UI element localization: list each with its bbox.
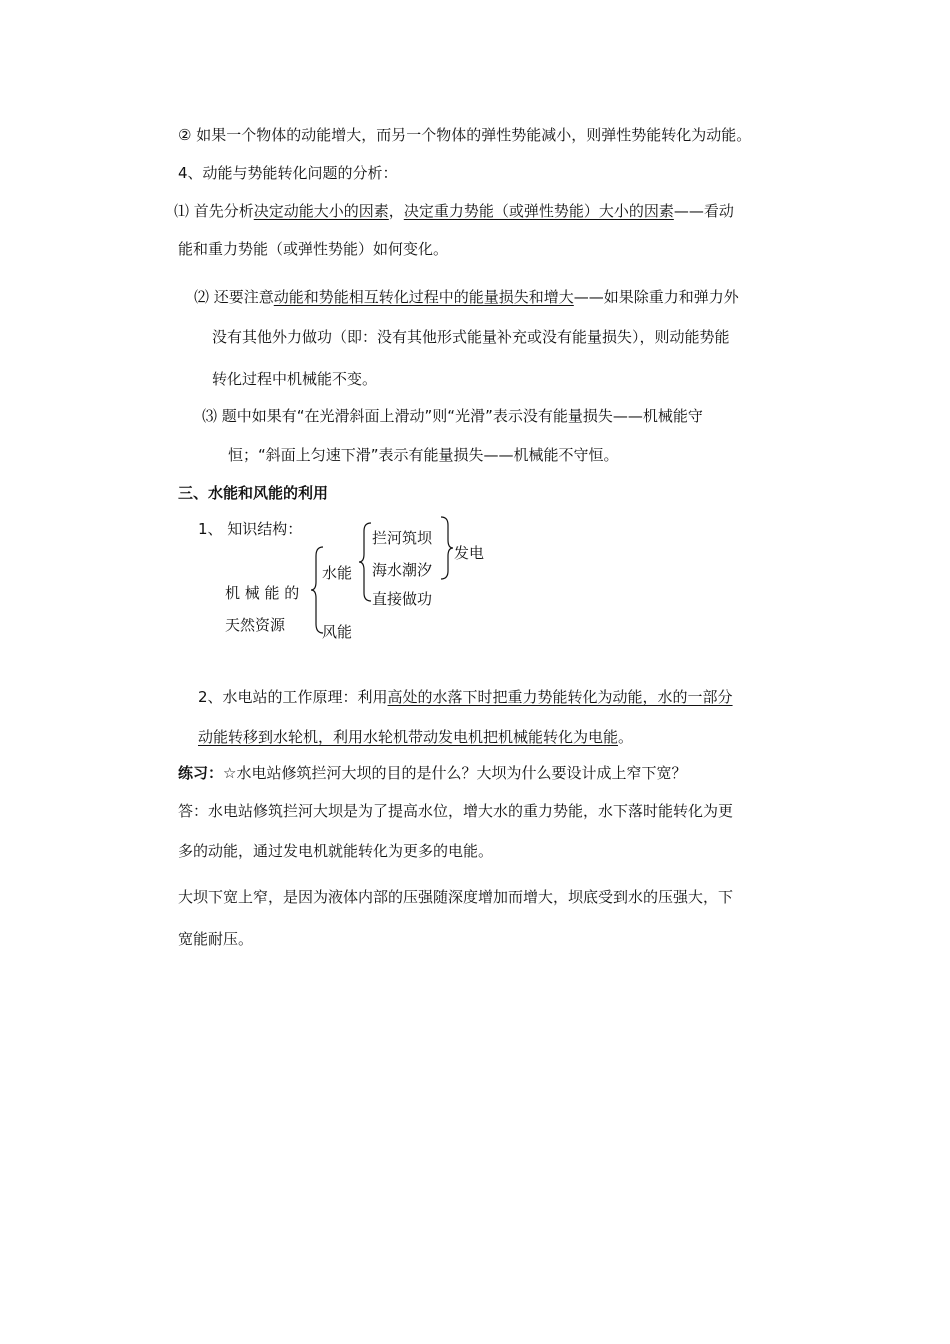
diagram-root-line1: 机 械 能 的	[225, 584, 300, 602]
answer-line2: 多的动能，通过发电机就能转化为更多的电能。	[178, 842, 494, 860]
diagram-tide: 海水潮汐	[372, 561, 433, 579]
brace-water	[358, 522, 372, 602]
heading-analysis: 4、动能与势能转化问题的分析：	[178, 164, 398, 182]
hydropower-end: 。	[618, 728, 634, 746]
hydropower-underline: 高处的水落下时把重力势能转化为动能，水的一部分	[387, 688, 733, 706]
paragraph-step-2-line3: 转化过程中机械能不变。	[212, 370, 378, 388]
answer-line1: 答：水电站修筑拦河大坝是为了提高水位，增大水的重力势能，水下落时能转化为更	[178, 802, 734, 820]
diagram-water-energy: 水能	[322, 564, 353, 582]
exercise-question-text: ☆水电站修筑拦河大坝的目的是什么？大坝为什么要设计成上窄下宽？	[223, 764, 687, 782]
diagram-direct-work: 直接做功	[372, 590, 433, 608]
diagram-dam: 拦河筑坝	[372, 529, 433, 547]
exercise-question	[178, 762, 686, 784]
step-1-underline-potential: 决定重力势能（或弹性势能）大小的因素	[403, 202, 674, 220]
diagram-wind-energy: 风能	[322, 623, 353, 641]
step-1-suffix: ——看动	[673, 202, 734, 220]
paragraph-step-1-line2: 能和重力势能（或弹性势能）如何变化。	[178, 240, 449, 258]
diagram-power-generation: 发电	[454, 544, 485, 562]
step-1-prefix: ⑴ 首先分析	[174, 202, 254, 220]
hydropower-prefix: 2、水电站的工作原理：利用	[198, 688, 388, 706]
paragraph-step-3-line2: 恒；“斜面上匀速下滑”表示有能量损失——机械能不守恒。	[228, 446, 619, 464]
step-1-underline-kinetic: 决定动能大小的因素	[253, 202, 389, 220]
exercise-label: 练习：	[178, 764, 224, 782]
step-1-comma: ，	[388, 202, 404, 220]
paragraph-hydropower	[198, 686, 733, 708]
step-2-underline: 动能和势能相互转化过程中的能量损失和增大	[273, 288, 574, 306]
paragraph-step-1	[174, 200, 734, 222]
section-heading-3: 三、水能和风能的利用	[178, 484, 329, 502]
diagram-intro: 1、 知识结构：	[198, 520, 303, 538]
hydropower-underline-2: 动能转移到水轮机，利用水轮机带动发电机把机械能转化为电能	[198, 728, 619, 746]
answer-line3: 大坝下宽上窄，是因为液体内部的压强随深度增加而增大，坝底受到水的压强大，下	[178, 888, 734, 906]
paragraph-step-3: ⑶ 题中如果有“在光滑斜面上滑动”则“光滑”表示没有能量损失——机械能守	[202, 407, 703, 425]
paragraph-step-2	[194, 286, 739, 308]
paragraph-hydropower-line2	[198, 726, 633, 748]
brace-power	[440, 516, 454, 580]
paragraph-step-2-line2: 没有其他外力做功（即：没有其他形式能量补充或没有能量损失），则动能势能	[212, 328, 730, 346]
step-2-prefix: ⑵ 还要注意	[194, 288, 274, 306]
diagram-root-line2: 天然资源	[225, 616, 286, 634]
paragraph-conversion-example: ② 如果一个物体的动能增大，而另一个物体的弹性势能减小，则弹性势能转化为动能。	[178, 126, 752, 144]
step-2-suffix: ——如果除重力和弹力外	[573, 288, 739, 306]
answer-line4: 宽能耐压。	[178, 930, 254, 948]
